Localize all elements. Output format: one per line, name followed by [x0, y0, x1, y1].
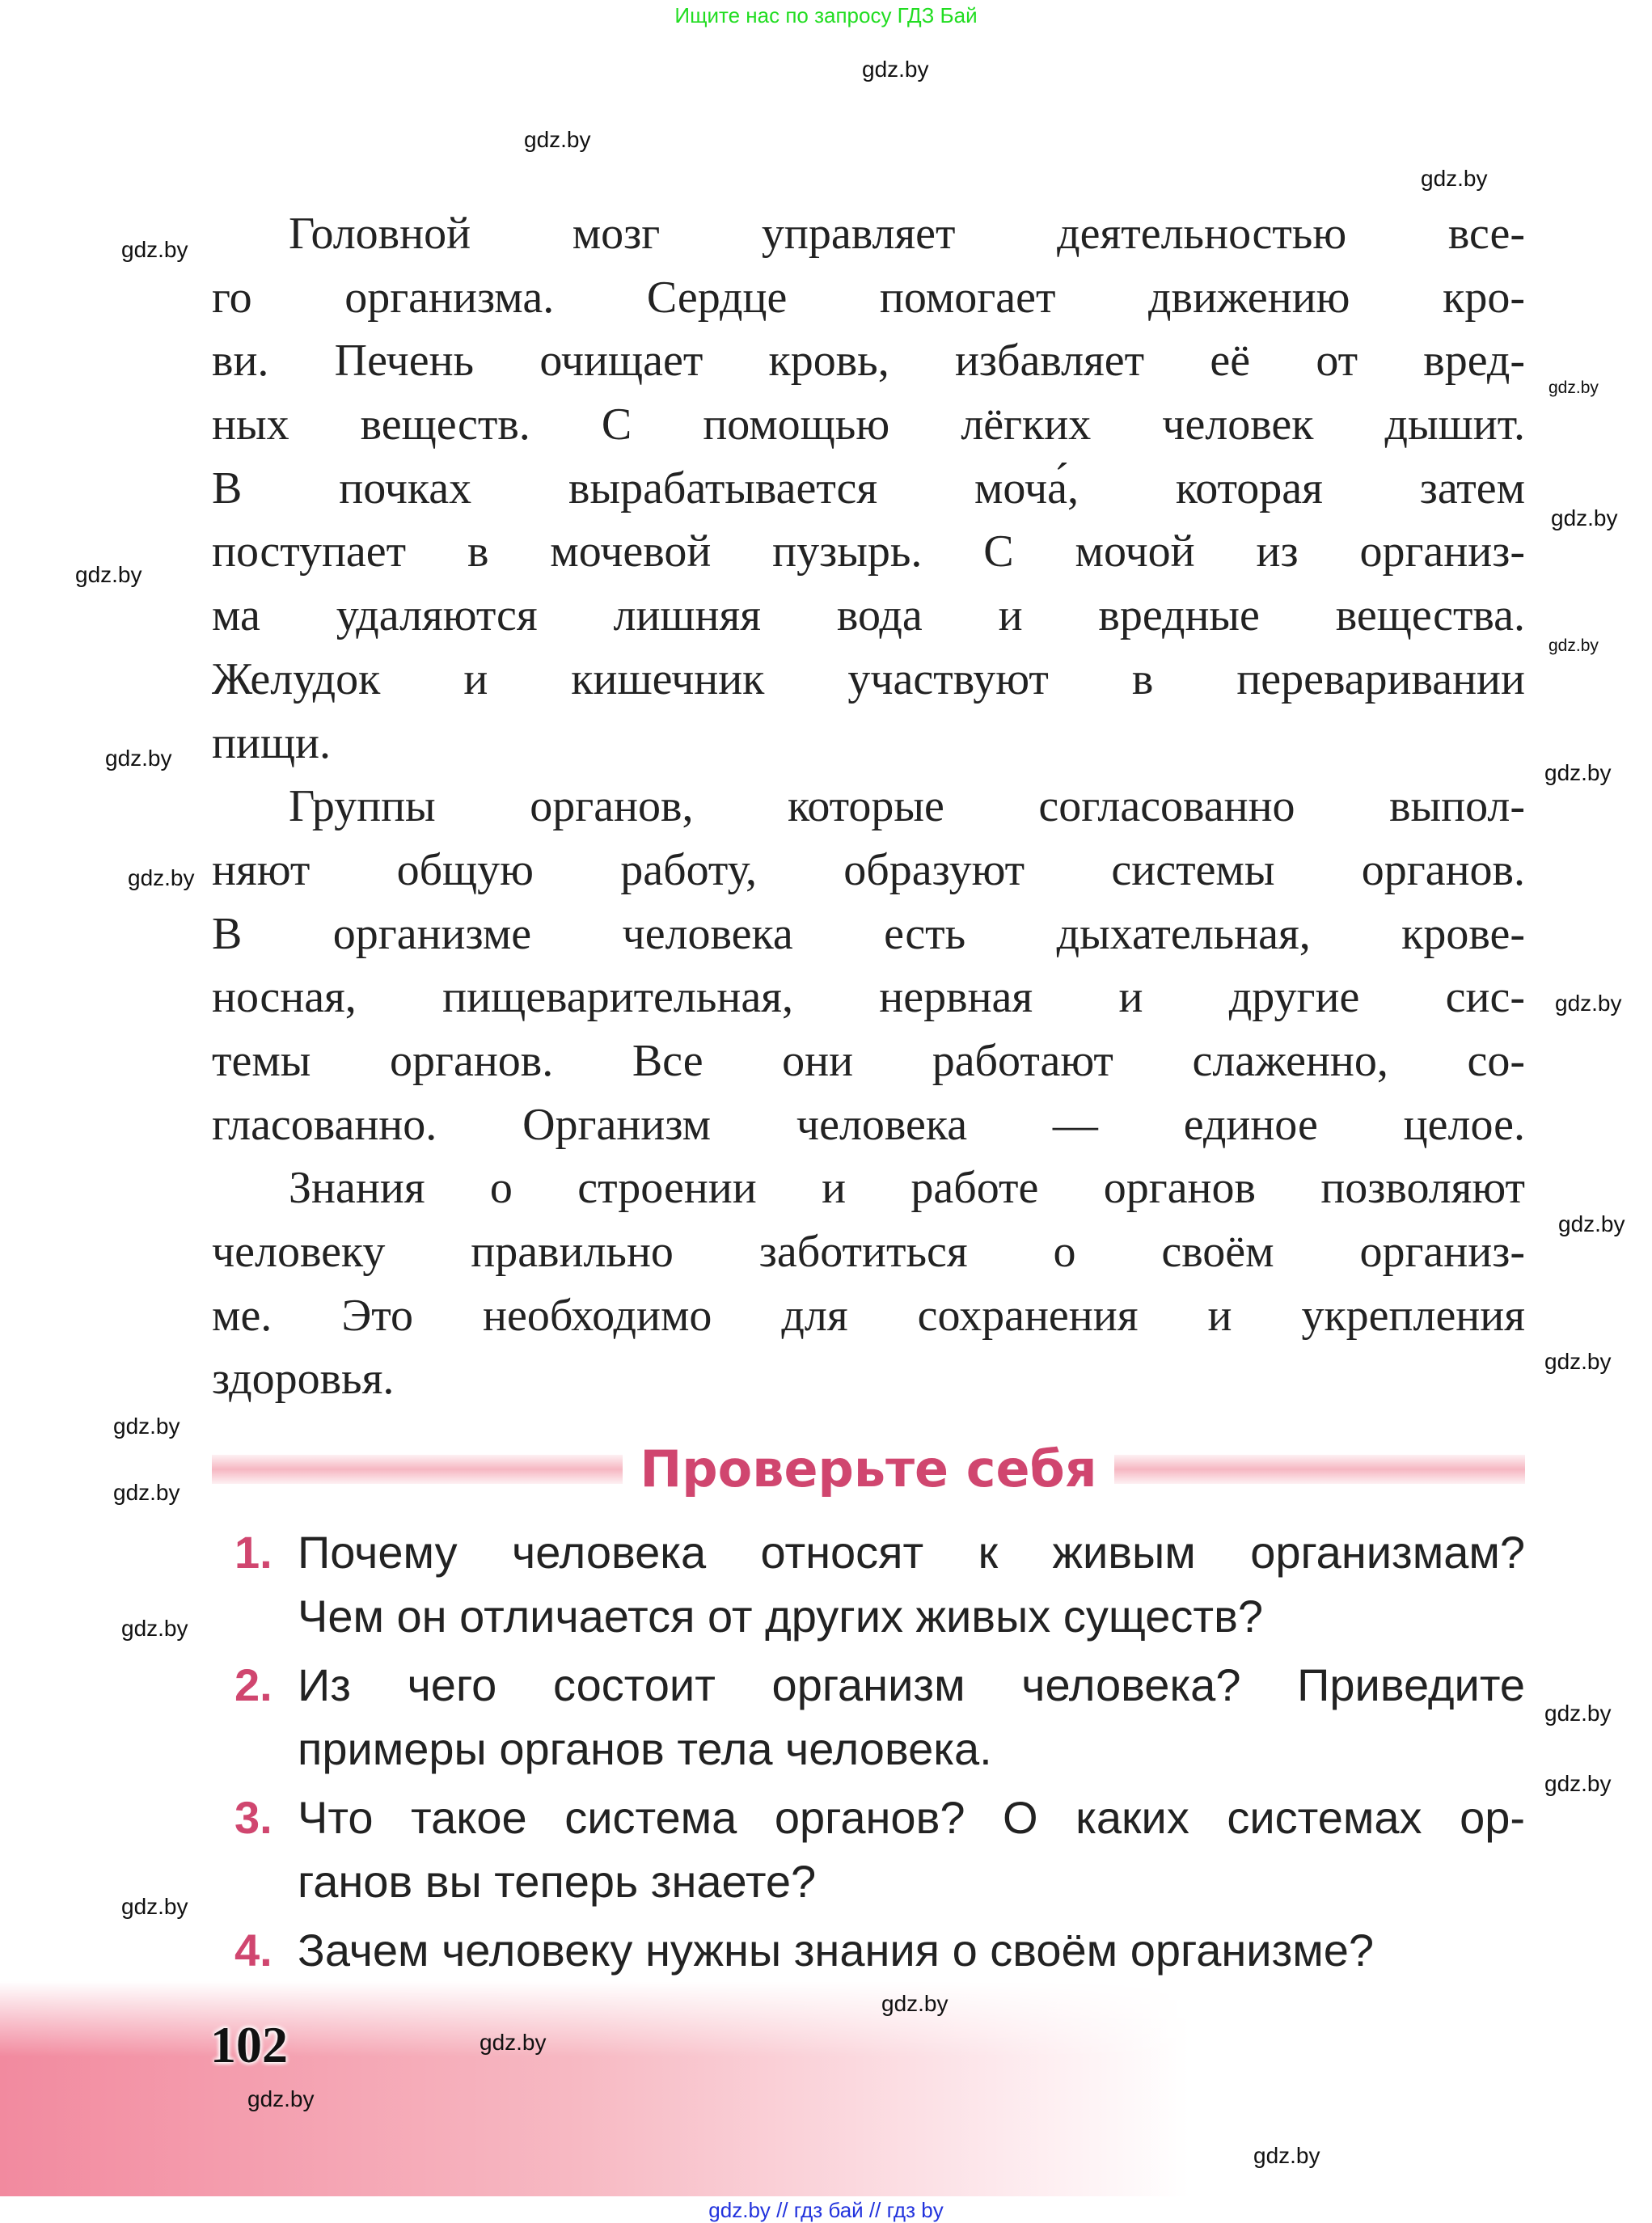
question-number: 2.	[234, 1659, 273, 1710]
question-text: ганов вы теперь знаете?	[298, 1856, 817, 1907]
watermark: gdz.by	[113, 1414, 180, 1439]
watermark: gdz.by	[121, 1894, 188, 1919]
text-line: Головной мозг управляет деятельностью все-	[289, 209, 1525, 259]
question-item	[212, 1520, 1525, 1648]
question-text: Из чего состоит организм человека? Приведите	[298, 1659, 1525, 1710]
text-line: Знания о строении и работе органов позволяют	[289, 1163, 1525, 1214]
question-item	[212, 1653, 1525, 1781]
text-line: ме. Это необходимо для сохранения и укрепления	[212, 1290, 1525, 1341]
watermark: gdz.by	[881, 1991, 949, 2016]
section-heading	[212, 1437, 1525, 1502]
watermark: gdz.by	[862, 57, 929, 82]
watermark: gdz.by	[75, 562, 142, 587]
question-text: Зачем человеку нужны знания о своём организме?	[298, 1925, 1375, 1976]
text-line: ви. Печень очищает кровь, избавляет её от вред-	[212, 336, 1525, 387]
watermark: gdz.by	[1421, 166, 1488, 191]
watermark: gdz.by	[1544, 1771, 1612, 1796]
heading-bar-left	[212, 1455, 623, 1484]
text-line: няют общую работу, образуют системы органов.	[212, 844, 1525, 895]
text-line: го организма. Сердце помогает движению кро-	[212, 272, 1525, 323]
watermark: gdz.by	[113, 1480, 180, 1505]
top-search-note: Ищите нас по запросу ГДЗ Бай	[674, 3, 978, 27]
text-line: В почках вырабатывается моча́, которая затем	[212, 463, 1525, 513]
question-number: 1.	[234, 1527, 273, 1578]
text-line: В организме человека есть дыхательная, крове-	[212, 908, 1525, 959]
watermark: gdz.by	[524, 127, 591, 152]
watermark: gdz.by	[1551, 505, 1618, 530]
watermark: gdz.by	[105, 746, 172, 771]
body-text	[212, 202, 1525, 1411]
text-line: здоровья.	[212, 1354, 395, 1405]
question-text: примеры органов тела человека.	[298, 1723, 992, 1774]
question-item	[212, 1786, 1525, 1913]
question-text: Чем он отличается от других живых существ?	[298, 1591, 1263, 1642]
watermark: gdz.by	[1548, 636, 1599, 655]
text-line: пищи.	[212, 717, 332, 768]
question-item	[212, 1918, 1525, 1982]
watermark: gdz.by	[1558, 1211, 1625, 1236]
watermark: gdz.by	[1548, 378, 1599, 397]
questions-list	[212, 1520, 1525, 1982]
watermark: gdz.by	[247, 2086, 315, 2111]
question-number: 3.	[234, 1792, 273, 1843]
watermark: gdz.by	[1253, 2143, 1320, 2168]
watermark: gdz.by	[1544, 1349, 1612, 1374]
text-line: поступает в мочевой пузырь. С мочой из организ-	[212, 526, 1525, 577]
page-number: 102	[210, 2016, 288, 2073]
text-line: Желудок и кишечник участвуют в переваривании	[212, 653, 1525, 704]
text-line: человеку правильно заботиться о своём организ-	[212, 1227, 1525, 1277]
watermark: gdz.by	[128, 865, 195, 890]
section-title: Проверьте себя	[640, 1439, 1097, 1498]
text-line: носная, пищеварительная, нервная и другие сис-	[212, 972, 1525, 1023]
footer-links[interactable]: gdz.by // гдз бай // гдз by	[708, 2198, 944, 2222]
text-line: ма удаляются лишняя вода и вредные вещества.	[212, 590, 1525, 641]
watermark: gdz.by	[121, 237, 188, 262]
text-line: ных веществ. С помощью лёгких человек дышит.	[212, 399, 1525, 450]
watermark: gdz.by	[480, 2030, 547, 2055]
question-number: 4.	[234, 1925, 273, 1976]
heading-bar-right	[1114, 1455, 1525, 1484]
text-line: темы органов. Все они работают слаженно, со-	[212, 1035, 1525, 1086]
watermark: gdz.by	[121, 1616, 188, 1641]
text-line: Группы органов, которые согласованно выпол-	[289, 781, 1525, 832]
text-line: гласованно. Организм человека — единое целое.	[212, 1099, 1525, 1150]
watermark: gdz.by	[1544, 760, 1612, 785]
watermark: gdz.by	[1555, 991, 1622, 1016]
watermark: gdz.by	[1544, 1701, 1612, 1726]
question-text: Что такое система органов? О каких системах ор-	[298, 1792, 1525, 1843]
question-text: Почему человека относят к живым организмам?	[298, 1527, 1525, 1578]
